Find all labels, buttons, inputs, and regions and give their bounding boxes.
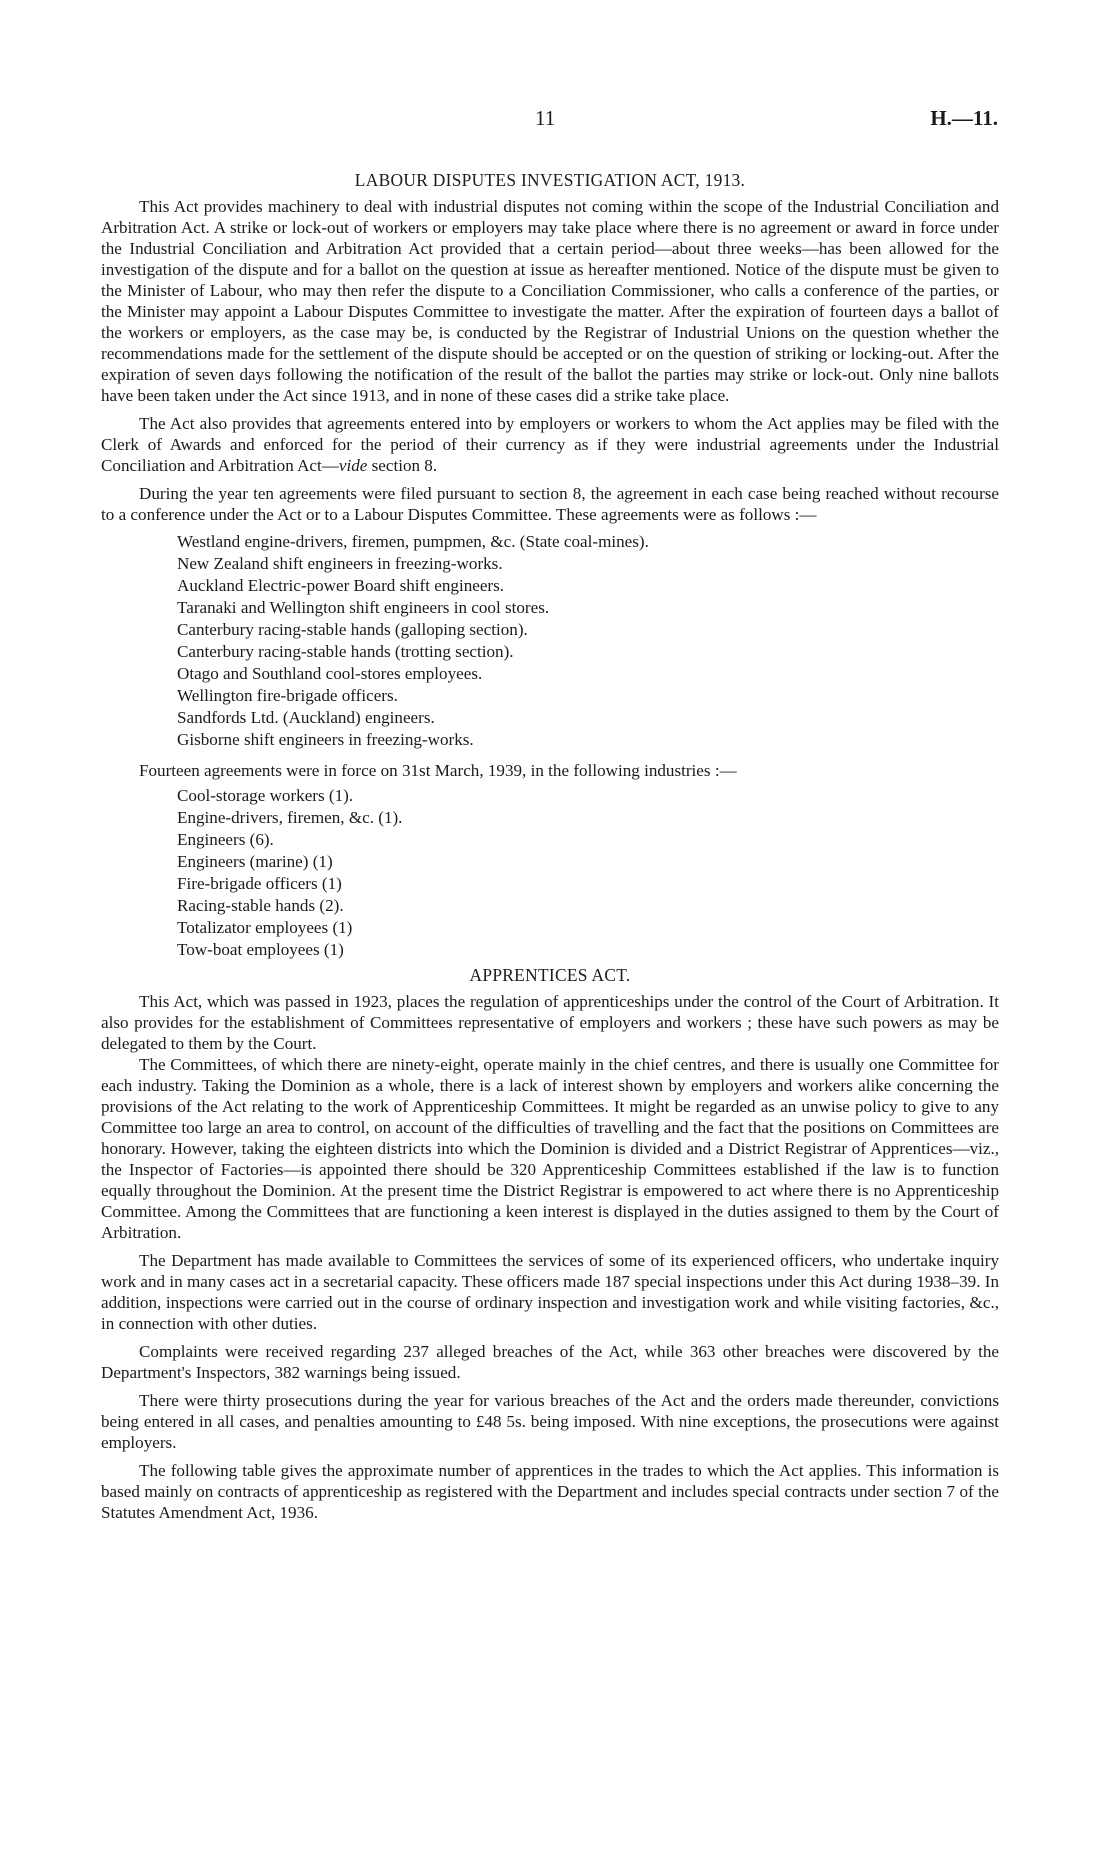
section-heading-apprentices: APPRENTICES ACT.	[469, 965, 631, 985]
paragraph-text: The Act also provides that agreements entered into by employers or workers to whom the Act applies may be filed with the Clerk of Awards and enforced for the period of their currency as if they were industrial agreements under the Industrial Conciliation and Arbitration Act—	[101, 414, 999, 475]
list-item: Fire-brigade officers (1)	[177, 874, 342, 893]
paragraph: The following table gives the approximate number of apprentices in the trades to which the Act applies. This information is based mainly on contracts of apprenticeship as registered with the Department and includes special contracts under section 7 of the Statutes Amendment Act, 1936.	[101, 1461, 999, 1522]
paragraph: The Committees, of which there are ninety-eight, operate mainly in the chief centres, and there is usually one Committee for each industry. Taking the Dominion as a whole, there is a lack of interest shown by employers and workers alike concerning the provisions of the Act relating to the work of Apprenticeship Committees. It might be regarded as an unwise policy to give to any Committee too large an area to control, on account of the difficulties of travelling and the fact that the positions on Committees are honorary. However, taking the eighteen districts into which the Dominion is divided and a District Registrar of Apprentices—viz., the Inspector of Factories—is appointed there should be 320 Apprenticeship Committees established if the law is to function equally throughout the Dominion. At the present time the District Registrar is empowered to act where there is no Apprenticeship Committee. Among the Committees that are functioning a keen interest is displayed in the duties assigned to them by the Court of Arbitration.	[101, 1055, 999, 1242]
list-item: Auckland Electric-power Board shift engineers.	[177, 576, 505, 595]
paragraph: There were thirty prosecutions during the year for various breaches of the Act and the orders made thereunder, convictions being entered in all cases, and penalties amounting to £48 5s. being imposed. With nine exceptions, the prosecutions were against employers.	[101, 1391, 999, 1452]
paragraph: This Act, which was passed in 1923, places the regulation of apprenticeships under the control of the Court of Arbitration. It also provides for the establishment of Committees representative of employers and workers ; these have such powers as may be delegated to them by the Court.	[101, 992, 999, 1053]
list-item: Taranaki and Wellington shift engineers in cool stores.	[177, 598, 550, 617]
list-item: Racing-stable hands (2).	[177, 896, 344, 915]
section-heading-labour-disputes: LABOUR DISPUTES INVESTIGATION ACT, 1913.	[354, 170, 746, 190]
list-item: Gisborne shift engineers in freezing-works.	[177, 730, 474, 749]
paragraph: This Act provides machinery to deal with industrial disputes not coming within the scope of the Industrial Conciliation and Arbitration Act. A strike or lock-out of workers or employers may take place where there is no agreement or award in force under the Industrial Conciliation and Arbitration Act provided that a certain period—about three weeks—has been allowed for the investigation of the dispute and for a ballot on the question at issue as hereafter mentioned. Notice of the dispute must be given to the Minister of Labour, who may then refer the dispute to a Conciliation Commissioner, who calls a conference of the parties, or the Minister may appoint a Labour Disputes Committee to investigate the matter. After the expiration of fourteen days a ballot of the workers or employers, as the case may be, is conducted by the Registrar of Industrial Unions on the question whether the recommendations made for the settlement of the dispute should be accepted or on the question of striking or locking-out. After the expiration of seven days following the notification of the result of the ballot the parties may strike or lock-out. Only nine ballots have been taken under the Act since 1913, and in none of these cases did a strike take place.	[101, 197, 999, 405]
list-item: Engineers (marine) (1)	[177, 852, 333, 871]
paragraph: During the year ten agreements were filed pursuant to section 8, the agreement in each case being reached without recourse to a conference under the Act or to a Labour Disputes Committee. These agreements were as follows :—	[101, 484, 999, 524]
paragraph-text: section 8.	[367, 456, 438, 475]
list-item: New Zealand shift engineers in freezing-works.	[177, 554, 503, 573]
list-item: Canterbury racing-stable hands (trotting section).	[177, 642, 514, 661]
page-body	[101, 170, 999, 1530]
paragraph: Complaints were received regarding 237 alleged breaches of the Act, while 363 other breaches were discovered by the Department's Inspectors, 382 warnings being issued.	[101, 1342, 999, 1382]
document-reference: H.—11.	[930, 106, 998, 130]
list-item: Wellington fire-brigade officers.	[177, 686, 398, 705]
agreements-list	[177, 531, 999, 751]
paragraph: Fourteen agreements were in force on 31st March, 1939, in the following industries :—	[139, 761, 737, 780]
list-item: Cool-storage workers (1).	[177, 786, 354, 805]
list-item: Canterbury racing-stable hands (galloping section).	[177, 620, 528, 639]
list-item: Engineers (6).	[177, 830, 274, 849]
list-item: Engine-drivers, firemen, &c. (1).	[177, 808, 403, 827]
list-item: Tow-boat employees (1)	[177, 940, 344, 959]
list-item: Totalizator employees (1)	[177, 918, 353, 937]
industries-list	[177, 785, 999, 961]
paragraph-italic: vide	[338, 456, 368, 475]
page-number: 11	[535, 106, 556, 130]
paragraph	[101, 413, 999, 476]
page-header	[0, 106, 1114, 136]
list-item: Sandfords Ltd. (Auckland) engineers.	[177, 708, 435, 727]
list-item: Westland engine-drivers, firemen, pumpmen, &c. (State coal-mines).	[177, 532, 649, 551]
paragraph: The Department has made available to Committees the services of some of its experienced officers, who undertake inquiry work and in many cases act in a secretarial capacity. These officers made 187 special inspections under this Act during 1938–39. In addition, inspections were carried out in the course of ordinary inspection and investigation work and while visiting factories, &c., in connection with other duties.	[101, 1251, 999, 1333]
list-item: Otago and Southland cool-stores employees.	[177, 664, 483, 683]
